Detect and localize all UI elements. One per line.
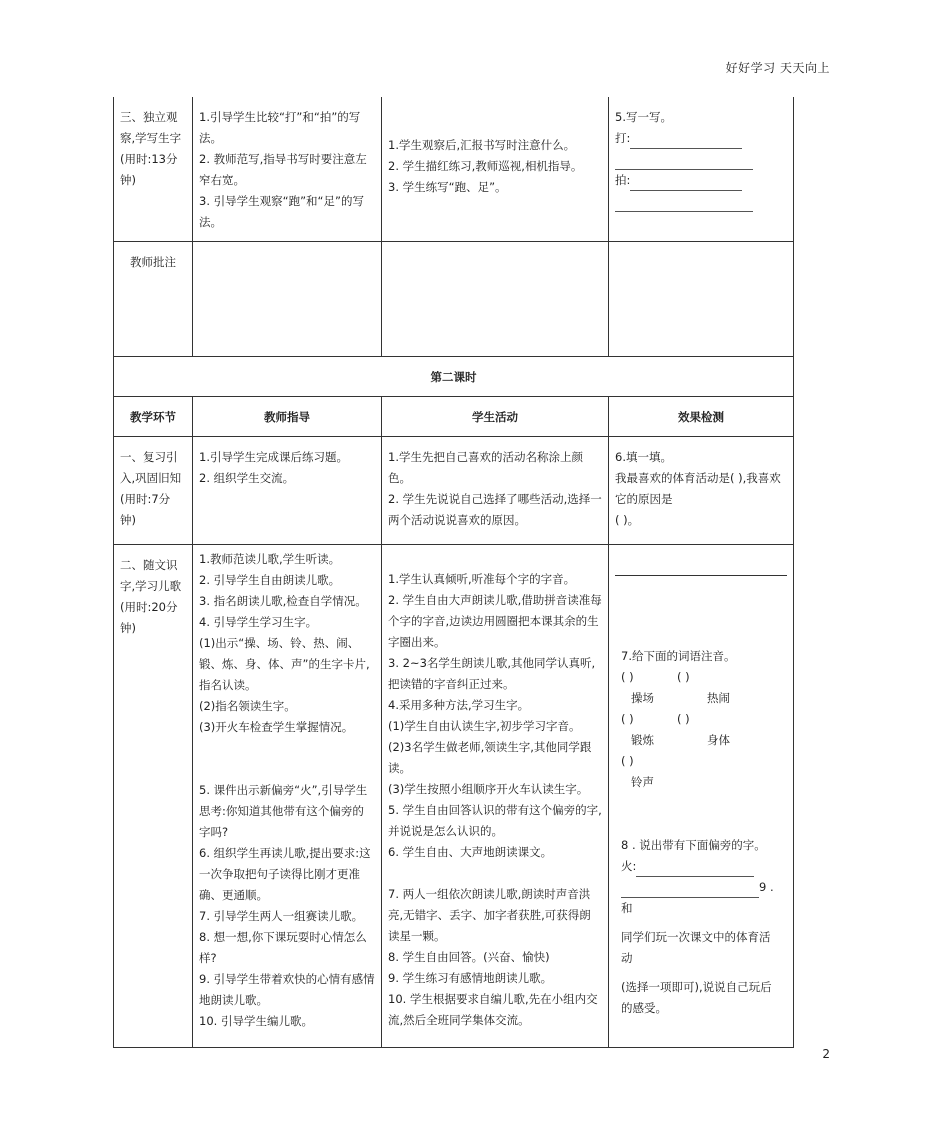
teacher-item: 9. 引导学生带着欢快的心情有感情地朗读儿歌。 <box>199 972 375 1007</box>
teacher-item: 4. 引导学生学习生字。 <box>199 615 318 629</box>
pinyin-blanks: ( ) <box>621 754 634 768</box>
column-header: 教学环节 <box>114 397 193 437</box>
student-item: 5. 学生自由回答认识的带有这个偏旁的字,并说说是怎么认识的。 <box>388 803 602 838</box>
teacher-item: (1)出示“操、场、铃、热、闹、锻、炼、身、体、声”的生字卡片,指名认读。 <box>199 636 370 692</box>
teacher-item: 5. 课件出示新偏旁“火”,引导学生思考:你知道其他带有这个偏旁的字吗? <box>199 783 368 839</box>
student-item: (1)学生自由认读生字,初步学习字音。 <box>388 719 581 733</box>
table-row <box>114 97 794 242</box>
table-row <box>114 437 794 545</box>
student-item: 1.学生先把自己喜欢的活动名称涂上颜色。 <box>388 450 583 485</box>
student-item: 1.学生认真倾听,听准每个字的字音。 <box>388 572 576 586</box>
exercise-6-blank: ( )。 <box>615 513 640 527</box>
review-cell[interactable] <box>609 242 794 357</box>
teacher-guide-cell <box>193 437 382 545</box>
stage-label: 三、独立观察,学写生字(用时:13分钟) <box>120 110 182 187</box>
teacher-item: 8. 想一想,你下课玩耍时心情怎么样? <box>199 930 367 965</box>
student-item: 6. 学生自由、大声地朗读课文。 <box>388 845 553 859</box>
review-label: 教师批注 <box>130 255 176 269</box>
teacher-item: 3. 指名朗读儿歌,检查自学情况。 <box>199 594 367 608</box>
word-duanlian: 锻炼 <box>631 733 654 747</box>
pinyin-blanks: ( ) ( ) <box>621 670 690 684</box>
student-item: 8. 学生自由回答。(兴奋、愉快) <box>388 950 550 964</box>
student-item: (3)学生按照小组顺序开火车认读生字。 <box>388 782 589 796</box>
student-item: 2. 学生描红练习,教师巡视,相机指导。 <box>388 159 583 173</box>
student-item: 1.学生观察后,汇报书写时注意什么。 <box>388 138 576 152</box>
review-cell[interactable] <box>382 242 609 357</box>
review-label-cell <box>114 242 193 357</box>
student-item: 7. 两人一组依次朗读儿歌,朗读时声音洪亮,无错字、丢字、加字者获胜,可获得朗读星一颗。 <box>388 887 591 943</box>
stage-label: 二、随文识字,学习儿歌(用时:20分钟) <box>120 558 182 635</box>
teacher-item: 2. 教师范写,指导书写时要注意左窄右宽。 <box>199 152 367 187</box>
teacher-item: 7. 引导学生两人一组赛读儿歌。 <box>199 909 364 923</box>
table-header-row <box>114 397 794 437</box>
word-row <box>621 688 781 709</box>
student-item: (2)3名学生做老师,领读生字,其他同学跟读。 <box>388 740 592 775</box>
table-row <box>114 242 794 357</box>
student-item: 3. 学生练写“跑、足”。 <box>388 180 507 194</box>
lesson-plan-table <box>113 97 794 1048</box>
student-item: 4.采用多种方法,学习生字。 <box>388 698 530 712</box>
student-item: 10. 学生根据要求自编儿歌,先在小组内交流,然后全班同学集体交流。 <box>388 992 598 1027</box>
word-caochang: 操场 <box>631 691 654 705</box>
write-pai-line: 拍: <box>615 170 787 191</box>
exercise-5-title: 5.写一写。 <box>615 110 672 124</box>
effect-check-cell <box>609 437 794 545</box>
page-header: 好好学习 天天向上 <box>725 61 830 75</box>
effect-subcell <box>615 576 787 1027</box>
exercise-9-text: (选择一项即可),说说自己玩后的感受。 <box>621 980 772 1015</box>
page-number: 2 <box>822 1047 830 1061</box>
blank-line <box>615 149 787 170</box>
student-activity-cell <box>382 545 609 1048</box>
exercise-6-text: 我最喜欢的体育活动是( ),我喜欢它的原因是 <box>615 471 781 506</box>
student-item: 9. 学生练习有感情地朗读儿歌。 <box>388 971 553 985</box>
column-header: 效果检测 <box>609 397 794 437</box>
effect-check-cell <box>609 545 794 1048</box>
exercise-7-title: 7.给下面的词语注音。 <box>621 649 736 663</box>
exercise-9-line: 9 . 和 <box>621 880 774 915</box>
effect-subcell-empty <box>615 555 787 576</box>
stage-cell <box>114 545 193 1048</box>
blank-line <box>615 191 787 212</box>
table-row <box>114 545 794 1048</box>
student-item: 2. 学生先说说自己选择了哪些活动,选择一两个活动说说喜欢的原因。 <box>388 492 602 527</box>
column-header: 学生活动 <box>382 397 609 437</box>
review-cell[interactable] <box>193 242 382 357</box>
teacher-item: 2. 组织学生交流。 <box>199 471 295 485</box>
teacher-item: 2. 引导学生自由朗读儿歌。 <box>199 573 341 587</box>
student-item: 3. 2~3名学生朗读儿歌,其他同学认真听,把读错的字音纠正过来。 <box>388 656 596 691</box>
exercise-9-text: 同学们玩一次课文中的体育活动 <box>621 930 771 965</box>
table-row <box>114 357 794 397</box>
pinyin-blanks: ( ) ( ) <box>621 712 690 726</box>
stage-label: 一、复习引入,巩固旧知(用时:7分钟) <box>120 450 182 527</box>
teacher-item: 3. 引导学生观察“跑”和“足”的写法。 <box>199 194 364 229</box>
word-row <box>621 772 781 793</box>
stage-cell <box>114 437 193 545</box>
lesson-title: 第二课时 <box>114 357 794 397</box>
teacher-item: 1.引导学生比较“打”和“拍”的写法。 <box>199 110 361 145</box>
teacher-item: 1.引导学生完成课后练习题。 <box>199 450 348 464</box>
word-row <box>621 730 781 751</box>
teacher-item: (3)开火车检查学生掌握情况。 <box>199 720 354 734</box>
stage-cell <box>114 97 193 242</box>
teacher-item: (2)指名领读生字。 <box>199 699 296 713</box>
effect-check-cell <box>609 97 794 242</box>
teacher-guide-cell <box>193 545 382 1048</box>
teacher-item: 10. 引导学生编儿歌。 <box>199 1014 313 1028</box>
word-renao: 热闹 <box>707 691 730 705</box>
column-header: 教师指导 <box>193 397 382 437</box>
huo-line: 火: <box>621 856 781 877</box>
teacher-guide-cell <box>193 97 382 242</box>
word-lingsheng: 铃声 <box>631 775 654 789</box>
student-activity-cell <box>382 97 609 242</box>
exercise-6-title: 6.填一填。 <box>615 450 672 464</box>
student-item: 2. 学生自由大声朗读儿歌,借助拼音读准每个字的字音,边读边用圆圈把本课其余的生字圈出来。 <box>388 593 602 649</box>
exercise-8-title: 8 . 说出带有下面偏旁的字。 <box>621 838 766 852</box>
teacher-item: 6. 组织学生再读儿歌,提出要求:这一次争取把句子读得比刚才更准确、更通顺。 <box>199 846 371 902</box>
write-da-line: 打: <box>615 128 787 149</box>
student-activity-cell <box>382 437 609 545</box>
teacher-item: 1.教师范读儿歌,学生听读。 <box>199 552 341 566</box>
word-shenti: 身体 <box>707 733 730 747</box>
